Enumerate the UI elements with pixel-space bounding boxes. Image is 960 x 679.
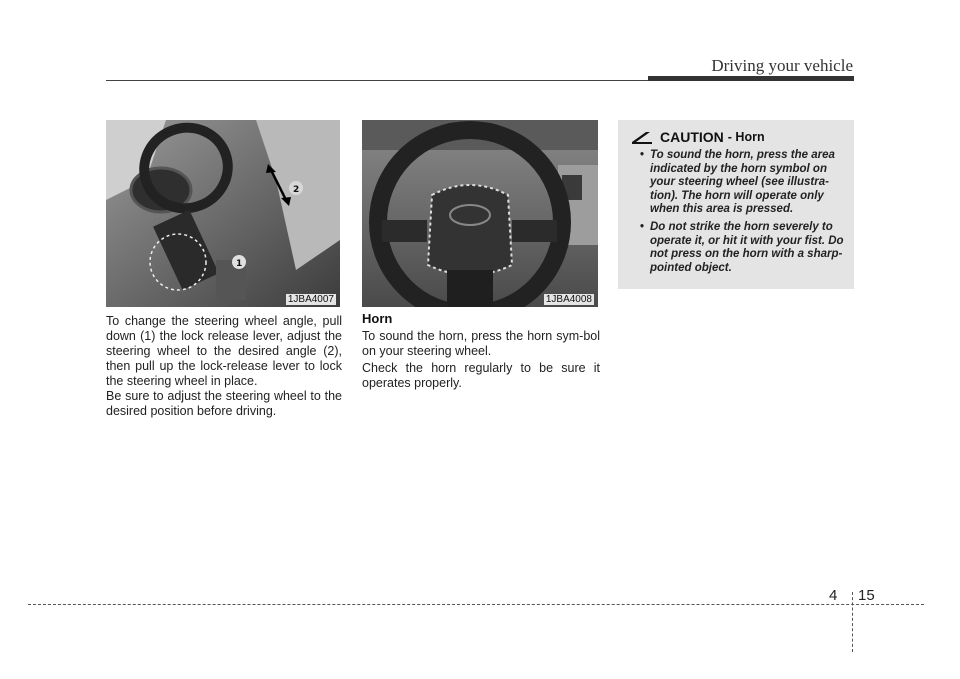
caution-label: CAUTION xyxy=(660,129,724,145)
callout-2: 2 xyxy=(293,185,300,195)
tilt-instructions-paragraph: To change the steering wheel angle, pull down (1) the lock release lever, adjust the steering wheel to the desired angle (2), then pull up the lock-release lever to lock the steering wheel in place. xyxy=(106,314,342,388)
page-number: 15 xyxy=(858,587,875,604)
caution-box xyxy=(618,120,854,289)
caution-subtitle: - Horn xyxy=(727,130,765,144)
caution-item: • To sound the horn, press the area indicated by the horn symbol on your steering wheel (see illustra-tion). The horn will operate only when this area is pressed. xyxy=(630,149,844,217)
caution-list xyxy=(630,149,844,275)
steering-tilt-illustration xyxy=(106,120,340,307)
running-header-title: Driving your vehicle xyxy=(711,56,853,75)
steering-tilt-photo xyxy=(106,120,340,307)
caution-pencil-icon xyxy=(630,130,654,144)
horn-check-paragraph: Check the horn regularly to be sure it operates properly. xyxy=(362,361,600,390)
horn-photo xyxy=(362,120,598,307)
footer-divider xyxy=(852,592,853,652)
photo-code-middle: 1JBA4008 xyxy=(545,294,592,305)
caution-title xyxy=(630,129,844,145)
chapter-number: 4 xyxy=(829,587,838,604)
steering-wheel-illustration xyxy=(362,120,598,307)
caution-item: • Do not strike the horn severely to operate it, or hit it with your fist. Do not press on the horn with a sharp-pointed object. xyxy=(630,221,844,275)
header-rule-accent xyxy=(648,76,854,81)
footer-rule xyxy=(28,604,924,605)
horn-paragraph: To sound the horn, press the horn sym-bol on your steering wheel. xyxy=(362,329,600,358)
photo-code-left: 1JBA4007 xyxy=(287,294,334,305)
tilt-reminder-paragraph: Be sure to adjust the steering wheel to the desired position before driving. xyxy=(106,389,342,418)
horn-heading: Horn xyxy=(362,311,393,326)
callout-1: 1 xyxy=(236,259,243,269)
